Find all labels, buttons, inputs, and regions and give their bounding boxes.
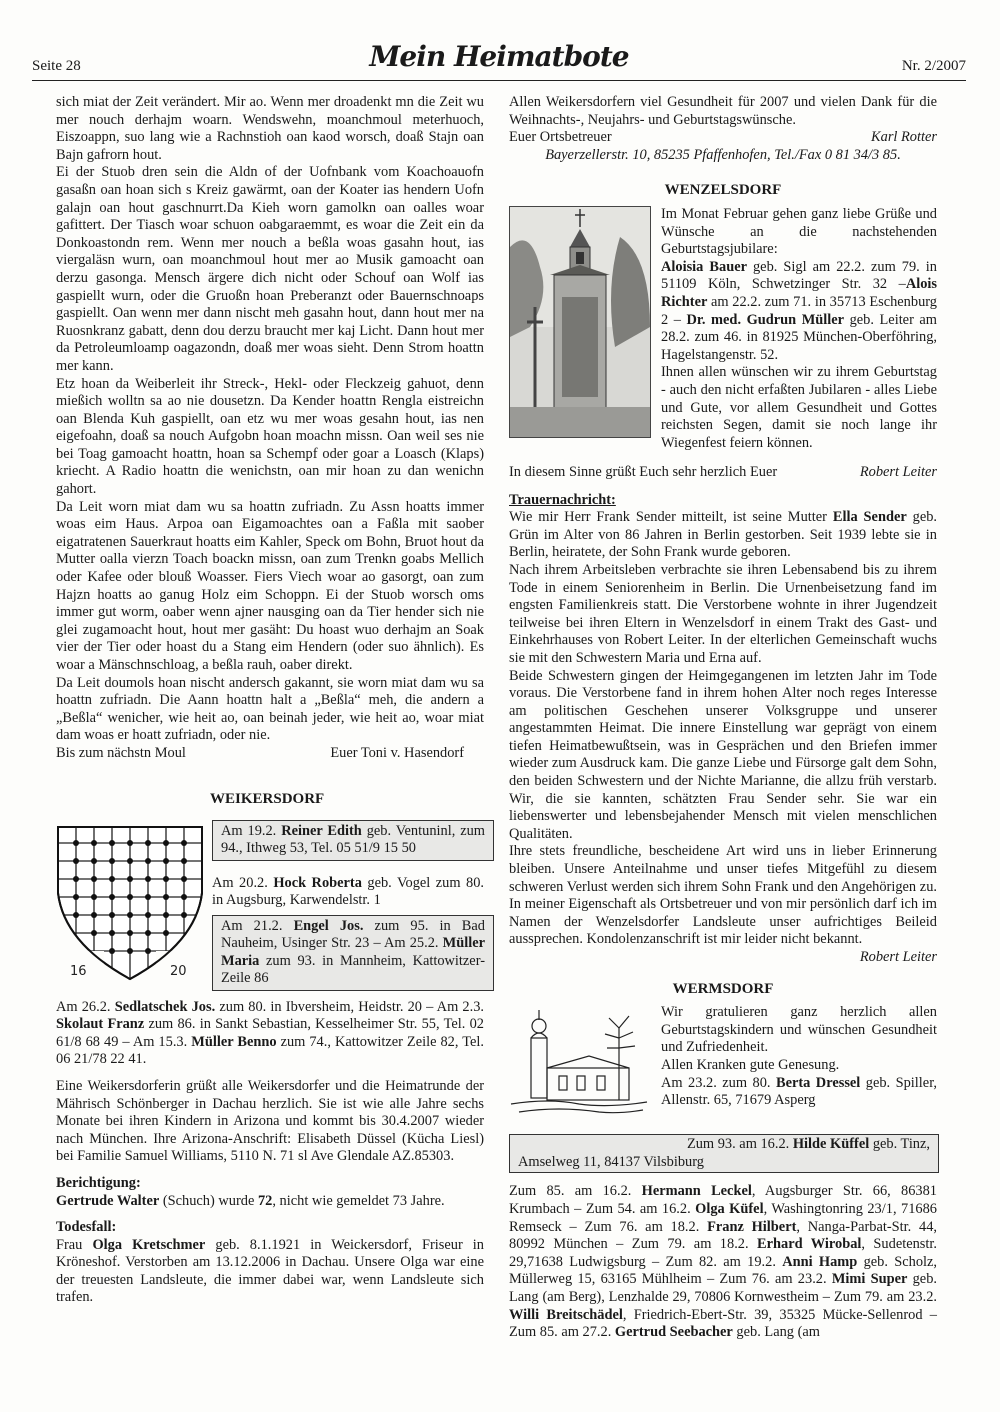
person-name: Engel Jos. (293, 917, 364, 934)
person-name: Olga Küfel (695, 1200, 764, 1217)
correction-label: Berichtigung: (56, 1174, 141, 1191)
section-title: WERMSDORF (672, 980, 774, 997)
wermsdorf-text (661, 1004, 937, 1110)
crest-number-right: 20 (170, 963, 187, 979)
left-column (56, 94, 484, 1307)
right-column (509, 94, 937, 1342)
person-name: Reiner Edith (281, 822, 362, 839)
paragraph: Beide Schwestern gingen der Heimgegangenen im letzten Jahr im Tode voraus. Die Verstorbene fand in ihrem hohen Alter noch reges Interesse am politischen Geschehen unserer Volksgruppe und unserer angestammten Heimat. Die innere Einstellung war geprägt von einem tiefen Heimatbewußtsein, was in Gesprächen und den Briefen immer wieder zum Ausdruck kam. Die ganze Liebe und Fürsorge galt dem Sohn, den beiden Schwestern und der Nichte Marianne, die allzu früh verstarb. Wir, die sie kannten, schätzten Frau Sender sehr. Sie war ein liebenswerter und lebensbejahender Mensch mit vielen menschlichen Qualitäten. (509, 667, 937, 842)
person-name: Gertrude Walter (56, 1192, 160, 1209)
wenzelsdorf-text (661, 206, 937, 452)
birthday-entry: Am 23.2. zum 80. Berta Dressel geb. Spiller, Allenstr. 65, 71679 Asperg (661, 1074, 938, 1109)
wermsdorf-section (509, 1004, 937, 1124)
paragraph: Im Monat Februar gehen ganz liebe Grüße und Wünsche an die nachstehenden Geburtstagsjubilare: (661, 205, 937, 258)
closing: Euer Ortsbetreuer (509, 129, 612, 146)
birthday-box: Zum 93. am 16.2. Hilde Küffel geb. Tinz, Amselweg 11, 84137 Vilsbiburg (509, 1134, 939, 1173)
person-name: Franz Hilbert (707, 1218, 797, 1235)
church-drawing (509, 1008, 649, 1118)
paragraph: Wir gratulieren ganz herzlich allen Geburtstagskindern und wünschen Gesundheit und Zufriedenheit. (661, 1004, 937, 1056)
author: Euer Toni v. Hasendorf (330, 744, 464, 761)
person-name: Müller Maria (221, 935, 485, 969)
birthday-box: Am 19.2. Reiner Edith geb. Ventuninl, zum 94., Ithweg 53, Tel. 05 51/9 15 50 (212, 820, 494, 861)
section-title: WEIKERSDORF (210, 790, 325, 807)
section-title: WENZELSDORF (664, 182, 782, 199)
person-name: Alois Richter (661, 276, 937, 310)
person-name: Ella Sender (832, 509, 907, 526)
person-name: Müller Benno (191, 1033, 277, 1050)
paragraph: Da Leit doumols hoan nischt andersch gakannt, sie worn miat dam wu sa hoattn zufriadn. Die Aann hoattn halt a „Beßla“ meh, die andern a „Beßla“ wenicher, wie heit ao, oan beinah jeder, wie heit ao, woar miat dam woas er hoatt zufriadn, oder nie. (56, 674, 484, 744)
person-name: Anni Hamp (782, 1253, 858, 1270)
wenzelsdorf-section (509, 206, 937, 468)
paragraph: Wie mir Herr Frank Sender mitteilt, ist seine Mutter Ella Sender geb. Grün im Alter von 86 Jahren in Berlin gestorben. Seit 1939 lebte sie in Berlin, heiratete, der Sohn Frank wurde geboren. (509, 509, 938, 561)
correction-text: Gertrude Walter (Schuch) wurde 72, nicht wie gemeldet 73 Jahre. (56, 1192, 445, 1209)
death-notice-text: Frau Olga Kretschmer geb. 8.1.1921 in Weickersdorf, Friseur in Kröneshof. Verstorben am 13.12.2006 in Dachau. Unsere Olga war eine der treuesten Landsleute, die immer dabei war, wenn Landsleute sich trafen. (56, 1236, 484, 1306)
birthday-list: Aloisia Bauer geb. Sigl am 22.2. zum 79. in 51109 Köln, Schwetzinger Str. 32 –Alois Richter am 22.2. zum 71. in 35713 Eschenburg 2 – Dr. med. Gudrun Müller geb. Leiter am 28.2. zum 46. in 81925 München-Oberföhring, Hagelstangenstr. 52. (661, 258, 937, 363)
coat-of-arms-icon (56, 823, 204, 983)
paragraph: Da Leit worn miat dam wu sa hoattn zufriadn. Zu Assn hoatts immer woas eim Haus. Arpoa oan Eigamoachtes oan a Faßla mit saober eigatratenen Sauerkraut hoatts eim Kahler, Speck om Bohn, Bruot hout da Mutter oalla vierzn Toach boackn missn, oan zum Trenkn goabs Mellich oder Kafee oder blouß Woasser. Fiers Viech woar ao gasorgt, oan zum Hajzn hoatts ao ganug Holz eim Schoppn. Ei der Stuob worsch oms immer gut worm, oaber wenn ajner nausging oan da Tier hender sich nie glei zugamoacht hout, hout mer gasäht: Du hoast wuo derhajm an Soak vier der Tier oder hoast du a Stang eim Hendern (oder suo ähnlich). Es woar a Mänschnschloag, a beßla rauh, oaber direkt. (56, 498, 484, 673)
page-number: Seite 28 (32, 58, 81, 74)
author: Robert Leiter (859, 949, 937, 965)
closing: In diesem Sinne grüßt Euch sehr herzlich Euer (509, 463, 778, 480)
mourning-label: Trauernachricht: (509, 491, 616, 508)
chapel-photo (509, 206, 651, 438)
greeting-paragraph: Eine Weikersdorferin grüßt alle Weikersdorfer und die Heimatrunde der Mährisch Schönberger in Dachau herzlich. Sie ist wie alle Jahre sechs Monate bei ihren Kindern in Arizona und kommt bis 30.4.2007 wieder nach München. Ihre Arizona-Anschrift: Elisabeth Düssel (Kücha Liesl) bei Familie Samuel Williams, 5110 N. 71 sl Ave Glendale AZ.85303. (56, 1077, 484, 1165)
person-name: Hilde Küffel (792, 1136, 870, 1153)
person-name: Erhard Wirobal (757, 1236, 862, 1253)
paragraph: Ihre stets freundliche, bescheidene Art wird uns in lieber Erinnerung bleiben. Unsere Anteilnahme und unser tiefes Mitgefühl zu diesem schweren Verlust werden sich ihrem Sohn Frank und den Angehörigen zu. In meiner Eigenschaft als Ortsbetreuer und von mir persönlich darf ich im Namen der Wenzelsdorfer Landsleute unser aufrichtiges Beileid aussprechen. Kondolenzanschrift ist mir leider nicht bekannt. (509, 843, 937, 948)
issue-number: Nr. 2/2007 (901, 58, 966, 74)
paragraph: Nach ihrem Arbeitsleben verbrachte sie ihren Lebensabend bis zu ihrem Tode in einem Seniorenheim in Berlin. Die Urnenbeisetzung fand im engsten Familienkreis statt. Die Verstorbene wohnte in ihrer Jugendzeit teilweise bei ihren Eltern in Wenzelsdorf in einem Trakt des Gast- und Einkehrhauses von Robert Leiter. In der elterlichen Gemeinschaft wuchs sie mit den Schwestern Maria und Erna auf. (509, 561, 937, 666)
paragraph: Allen Weikersdorfern viel Gesundheit für 2007 und vielen Dank für die Weihnachts-, Neujahrs- und Geburtstagswünsche. (509, 94, 937, 128)
person-name: Hock Roberta (273, 874, 362, 891)
paragraph: Allen Kranken gute Genesung. (661, 1056, 840, 1073)
author: Robert Leiter (859, 463, 937, 480)
author: Karl Rotter (871, 129, 937, 146)
person-name: Aloisia Bauer (661, 258, 747, 275)
birthday-list: Zum 85. am 16.2. Hermann Leckel, Augsburger Str. 66, 86381 Krumbach – Zum 54. am 16.2. Olga Küfel, Washingtonring 23/1, 71686 Remseck – Zum 76. am 18.2. Franz Hilbert, Nanga-Parbat-Str. 44, 80992 München – Zum 79. am 18.2. Erhard Wirobal, Sudetenstr. 29,71638 Ludwigsburg – Zum 82. am 19.2. Anni Hamp geb. Scholz, Müllerweg 15, 63165 Mühlheim – Zum 76. am 23.2. Mimi Super geb. Lang (am Berg), Lenzhalde 29, 70806 Kornwestheim – Zum 79. am 23.2. Willi Breitschädel, Friedrich-Ebert-Str. 39, 35325 Mücke-Sellenrod – Zum 85. am 27.2. Gertrud Seebacher geb. Lang (am (509, 1183, 938, 1341)
person-name: Willi Breitschädel (509, 1306, 623, 1323)
address: Bayerzellerstr. 10, 85235 Pfaffenhofen, Tel./Fax 0 81 34/3 85. (545, 146, 901, 163)
weikersdorf-section (56, 791, 484, 991)
birthday-box: Am 21.2. Engel Jos. zum 95. in Bad Nauheim, Usinger Str. 23 – Am 25.2. Müller Maria zum 93. in Mannheim, Kattowitzer-Zeile 86 (212, 915, 494, 991)
person-name: Gertrud Seebacher (614, 1324, 733, 1341)
crest-number-left: 16 (70, 963, 87, 979)
closing: Bis zum nächstn Moul (56, 744, 186, 761)
paragraph: Ihnen allen wünschen wir zu ihrem Geburtstag - auch den nicht erfaßten Jubilaren - alles Liebe und Gute, vor allem Gesundheit und Gottes reichsten Segen, damit sie noch lange ihr Wiegenfest feiern können. (661, 364, 937, 451)
person-name: Sedlatschek Jos. (114, 998, 216, 1015)
paragraph: sich miat der Zeit verändert. Mir ao. Wenn mer droadenkt mn die Zeit wu mer nouch derhajm woarn. Wendswehn, moanchmoul meterhuoch, Eiszoappn, suo lang wie a Rachnstioh oan kaod worsch, doaß Stajn oan Bajn gafrorn hout. (56, 94, 484, 163)
person-name: Olga Kretschmer (92, 1236, 206, 1253)
signature-line (509, 949, 937, 967)
header-rule (32, 80, 966, 81)
birthday-list: Am 26.2. Sedlatschek Jos. zum 80. in Ibversheim, Heidstr. 20 – Am 2.3. Skolaut Franz zum 86. in Sankt Sebastian, Kesselheimer Str. 55, Tel. 02 61/8 68 49 – Am 15.3. Müller Benno zum 74., Kattowitzer Zeile 82, Tel. 06 21/78 22 41. (56, 998, 484, 1068)
signature-line (509, 129, 937, 147)
death-notice-label: Todesfall: (56, 1219, 117, 1236)
masthead-title: Mein Heimatbote (369, 40, 629, 73)
person-name: Skolaut Franz (56, 1016, 145, 1033)
paragraph: Etz hoan da Weiberleit ihr Streck-, Hekl- oder Fleckzeig gahuot, denn mießich wolltn sa ao nie dousetzn. Da Kender hoattn Rengla eistreichn oan Blenda Kuh gaspiellt, oan etz wu mer woas gesahn hout, ias nen eigefoahn, doaß sa nouch Aufgobn hoan moachn missn. Oan weil ses nie bei Toag gamoacht hoattn, hoan sa Schempf oder goar a Loasch (Klaps) kriecht. A Radio hoattn die wenichstn, oan mir hoan zu dan wenichn gahort. (56, 375, 484, 498)
paragraph: Ei der Stuob dren sein die Aldn of der Uofnbank vom Koachoauofn gasaßn oan hoan sich s Kreiz gawärmt, oan der Koater ias hendern Uofn galajn oan hout gaschnurrt.Da Kieh worn gamolkn oan oalles woar gafittert. Der Tiasch woar schuon oabgaraemmt, es woar die Zeit ein da Donkoastondn rem. Wenn mer nouch a beßla woas gasahn hout, ias viergaläsn wurn, oan moanchmoul hout mer ao Musik gamoacht oan derzu gasonga. Mensch ärgere dich nicht oder Schouf oan Wolf ias gaspiellt wurn, oder die Gruoßn hoan Preberanzt oder Bauernschnoaps gaspiellt. Oan wenn mer dann nischt meh gasahn hout, dann hout mer na Ruosnkranz gabatt, denn dou derzu braucht mer kaj Licht. Dann hout mer da Petroleumloamp oagazondn, doaß mer woas sieht. Denn Strom hoattn mer kann. (56, 164, 484, 374)
age: 72 (257, 1192, 273, 1209)
person-name: Berta Dressel (775, 1074, 861, 1091)
person-name: Dr. med. Gudrun Müller (686, 311, 845, 328)
page-header (32, 40, 966, 82)
birthday-entry: Am 20.2. Hock Roberta geb. Vogel zum 80. in Augsburg, Karwendelstr. 1 (212, 874, 484, 909)
signature-line (56, 745, 484, 763)
person-name: Hermann Leckel (641, 1183, 752, 1200)
person-name: Mimi Super (831, 1271, 908, 1288)
